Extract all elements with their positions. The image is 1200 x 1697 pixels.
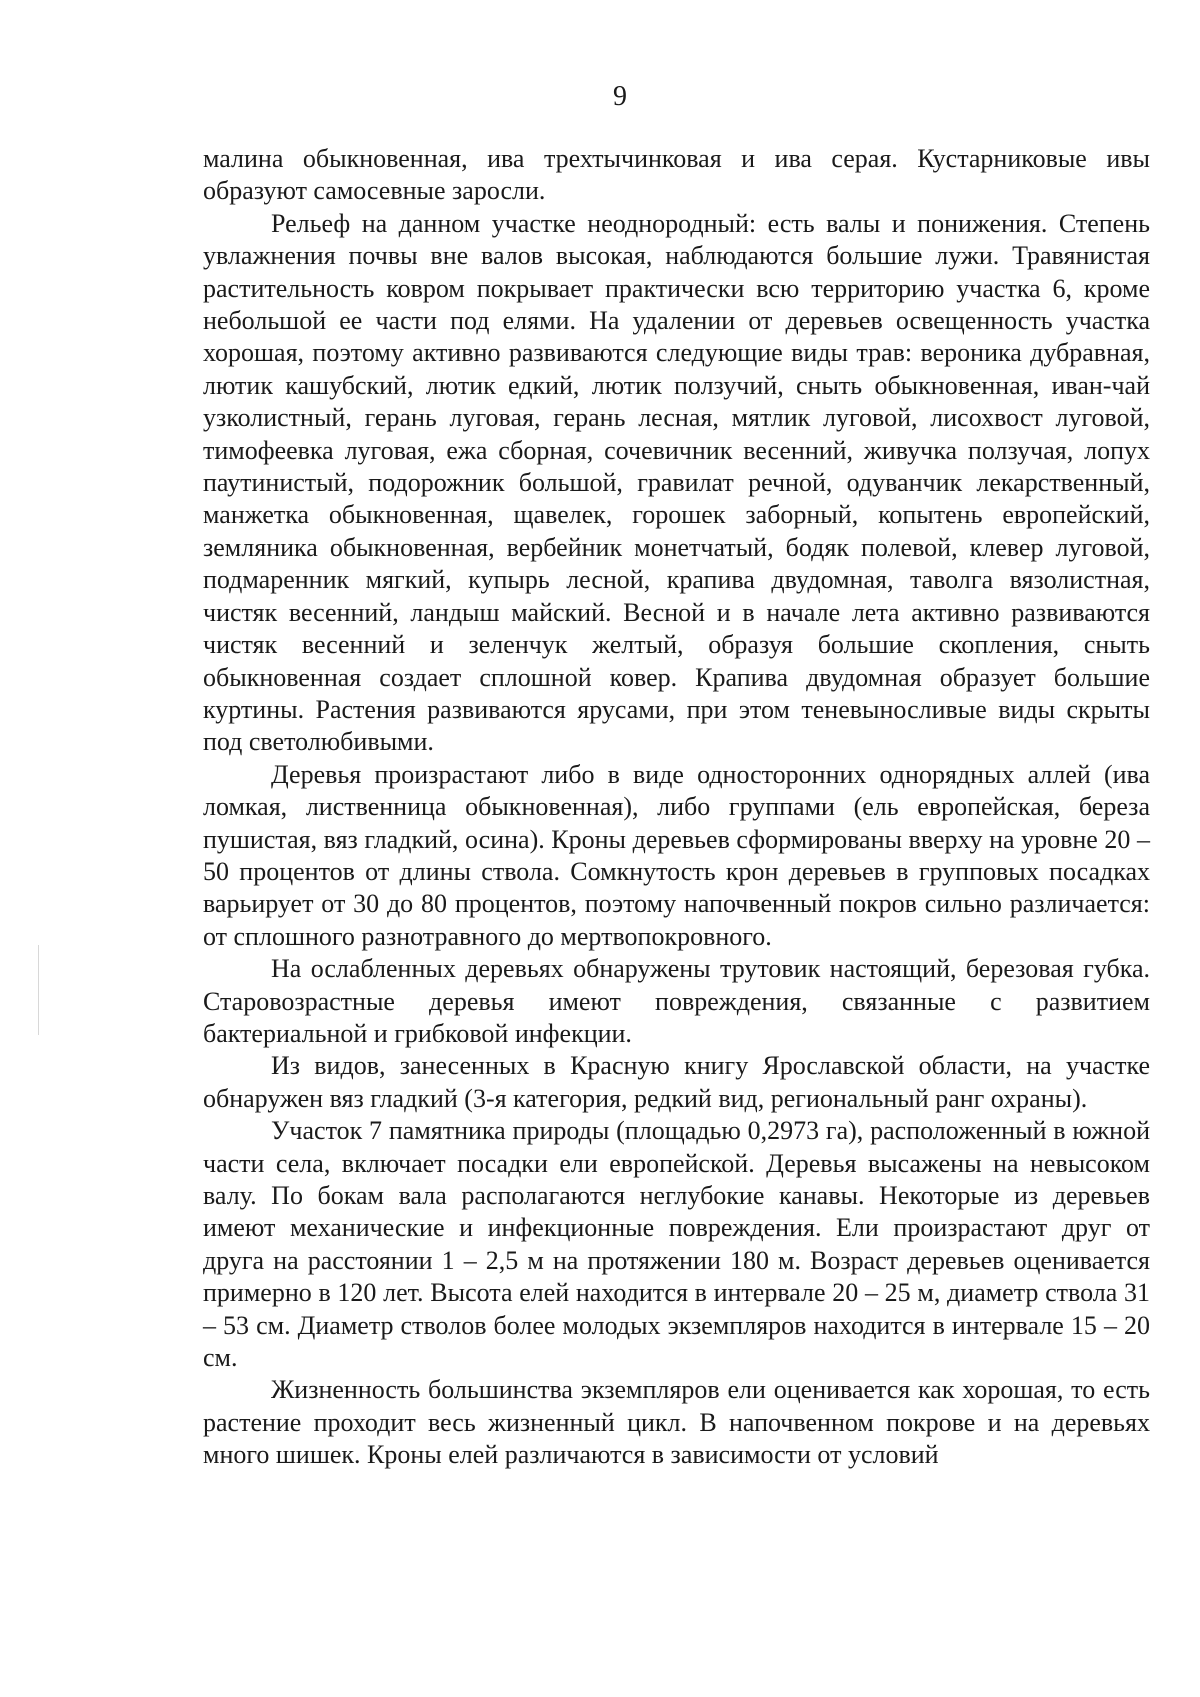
paragraph-site-7: Участок 7 памятника природы (площадью 0,2973 га), расположенный в южной части села, включает посадки ели европейской. Деревья высажены на невысоком валу. По бокам вала располагаются неглубокие канавы. Некоторые из деревьев имеют механические и инфекционные повреждения. Ели произрастают друг от друга на расстоянии 1 – 2,5 м на протяжении 180 м. Возраст деревьев оценивается примерно в 120 лет. Высота елей находится в интервале 20 – 25 м, диаметр ствола 31 – 53 см. Диаметр стволов более молодых экземпляров находится в интервале 15 – 20 см. — [203, 1116, 1150, 1373]
paragraph-continuation: малина обыкновенная, ива трехтычинковая и ива серая. Кустарниковые ивы образуют самосевные заросли. — [203, 144, 1150, 206]
paragraph-weakened-trees: На ослабленных деревьях обнаружены трутовик настоящий, березовая губка. Старовозрастные деревья имеют повреждения, связанные с развитием бактериальной и грибковой инфекции. — [203, 954, 1150, 1048]
scan-margin-mark — [38, 945, 39, 1035]
paragraph-red-book: Из видов, занесенных в Красную книгу Ярославской области, на участке обнаружен вяз гладкий (3-я категория, редкий вид, региональный ранг охраны). — [203, 1051, 1150, 1113]
paragraph-trees: Деревья произрастают либо в виде односторонних однорядных аллей (ива ломкая, лиственница обыкновенная), либо группами (ель европейская, береза пушистая, вяз гладкий, осина). Кроны деревьев сформированы вверху на уровне 20 – 50 процентов от длины ствола. Сомкнутость крон деревьев в групповых посадках варьирует от 30 до 80 процентов, поэтому напочвенный покров сильно различается: от сплошного разнотравного до мертвопокровного. — [203, 759, 1150, 951]
document-body — [203, 143, 1150, 1472]
paragraph-vitality: Жизненность большинства экземпляров ели оценивается как хорошая, то есть растение проходит весь жизненный цикл. В напочвенном покрове и на деревьях много шишек. Кроны елей различаются в зависимости от условий — [203, 1375, 1150, 1470]
page-number: 9 — [613, 81, 627, 112]
paragraph-relief: Рельеф на данном участке неоднородный: есть валы и понижения. Степень увлажнения почвы вне валов высокая, наблюдаются большие лужи. Травянистая растительность ковром покрывает практически всю территорию участка 6, кроме небольшой ее части под елями. На удалении от деревьев освещенность участка хорошая, поэтому активно развиваются следующие виды трав: вероника дубравная, лютик кашубский, лютик едкий, лютик ползучий, сныть обыкновенная, иван-чай узколистный, герань луговая, герань лесная, мятлик луговой, лисохвост луговой, тимофеевка луговая, ежа сборная, сочевичник весенний, живучка ползучая, лопух паутинистый, подорожник большой, гравилат речной, одуванчик лекарственный, манжетка обыкновенная, щавелек, горошек заборный, копытень европейский, земляника обыкновенная, вербейник монетчатый, бодяк полевой, клевер луговой, подмаренник мягкий, купырь лесной, крапива двудомная, таволга вязолистная, чистяк весенний, ландыш майский. Весной и в начале лета активно развиваются чистяк весенний и зеленчук желтый, образуя большие скопления, сныть обыкновенная создает сплошной ковер. Крапива двудомная образует большие куртины. Растения развиваются ярусами, при этом теневыносливые виды скрыты под светолюбивыми. — [203, 208, 1150, 757]
